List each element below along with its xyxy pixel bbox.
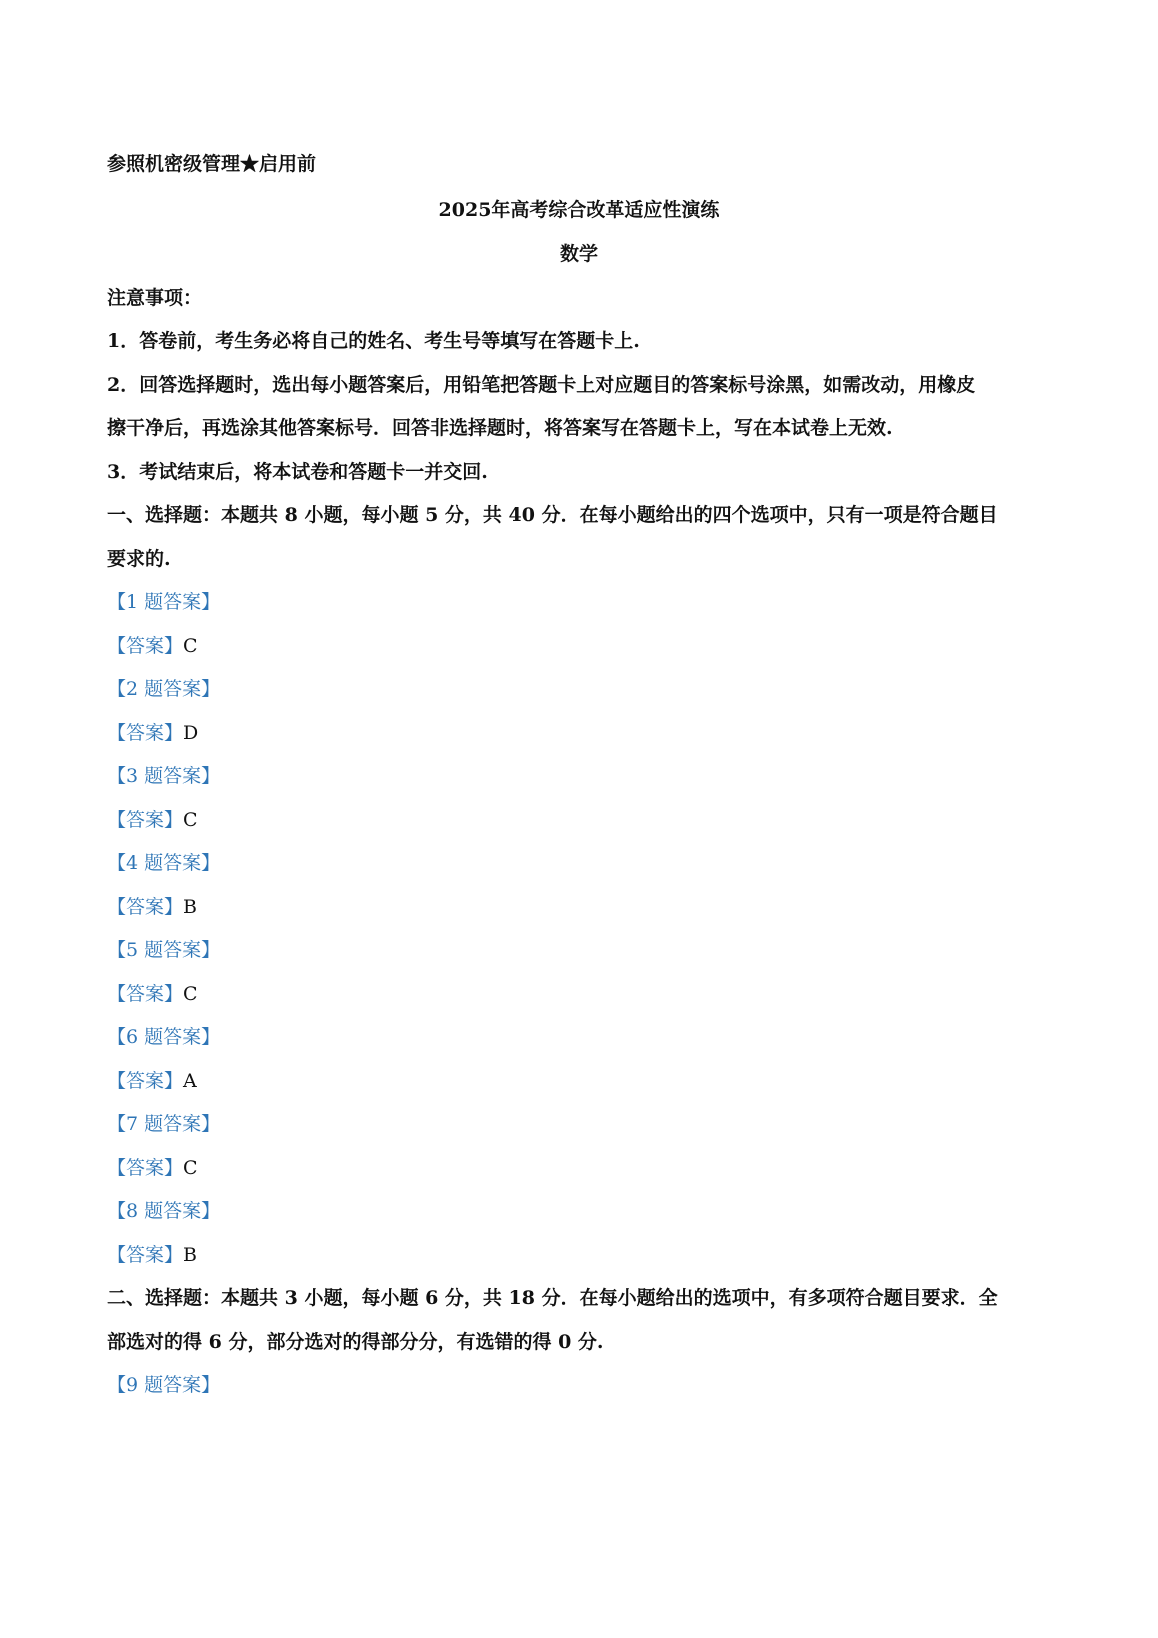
question-heading: 【1 题答案】 — [107, 591, 221, 613]
notice-heading: 注意事项： — [107, 287, 203, 309]
question-heading: 【6 题答案】 — [107, 1026, 221, 1048]
answer-value: B — [183, 1244, 197, 1266]
question-heading: 【2 题答案】 — [107, 678, 221, 700]
answer-label: 【答案】 — [107, 896, 184, 918]
section-2-heading-cont: 部选对的得 6 分，部分选对的得部分分，有选错的得 0 分. — [107, 1331, 604, 1353]
notice-item-1: 1．答卷前，考生务必将自己的姓名、考生号等填写在答题卡上. — [107, 330, 640, 352]
answer-label: 【答案】 — [107, 635, 184, 657]
answer-line — [107, 894, 197, 920]
answer-value: B — [183, 896, 197, 918]
confidentiality-note: 参照机密级管理★启用前 — [107, 153, 317, 175]
exam-title: 2025年高考综合改革适应性演练 — [438, 199, 720, 221]
answer-value: C — [183, 1157, 198, 1179]
answer-label: 【答案】 — [107, 1157, 184, 1179]
answer-value: C — [183, 983, 198, 1005]
question-heading: 【7 题答案】 — [107, 1113, 221, 1135]
answer-label: 【答案】 — [107, 1244, 184, 1266]
answer-value: D — [183, 722, 199, 744]
notice-item-3: 3．考试结束后，将本试卷和答题卡一并交回. — [107, 461, 488, 483]
answer-value: C — [183, 635, 198, 657]
answer-line — [107, 1155, 198, 1181]
answer-label: 【答案】 — [107, 809, 184, 831]
answer-line — [107, 633, 198, 659]
question-heading: 【5 题答案】 — [107, 939, 221, 961]
answer-label: 【答案】 — [107, 722, 184, 744]
answer-line — [107, 1068, 197, 1094]
question-heading: 【3 题答案】 — [107, 765, 221, 787]
answer-line — [107, 1242, 197, 1268]
answer-label: 【答案】 — [107, 983, 184, 1005]
section-2-heading: 二、选择题：本题共 3 小题，每小题 6 分，共 18 分．在每小题给出的选项中，有多项符合题目要求．全 — [107, 1287, 998, 1309]
subject-title: 数学 — [559, 243, 598, 265]
question-heading: 【4 题答案】 — [107, 852, 221, 874]
answer-label: 【答案】 — [107, 1070, 184, 1092]
answer-line — [107, 981, 198, 1007]
answer-value: A — [183, 1070, 197, 1092]
answer-line — [107, 807, 198, 833]
notice-item-2-cont: 擦干净后，再选涂其他答案标号．回答非选择题时，将答案写在答题卡上，写在本试卷上无效. — [107, 417, 893, 439]
question-heading: 【9 题答案】 — [107, 1374, 221, 1396]
question-heading: 【8 题答案】 — [107, 1200, 221, 1222]
section-1-heading: 一、选择题：本题共 8 小题，每小题 5 分，共 40 分．在每小题给出的四个选项中，只有一项是符合题目 — [107, 504, 998, 526]
answer-value: C — [183, 809, 198, 831]
notice-item-2: 2．回答选择题时，选出每小题答案后，用铅笔把答题卡上对应题目的答案标号涂黑，如需改动，用橡皮 — [107, 374, 976, 396]
answer-line — [107, 720, 198, 746]
section-1-heading-cont: 要求的. — [107, 548, 171, 570]
